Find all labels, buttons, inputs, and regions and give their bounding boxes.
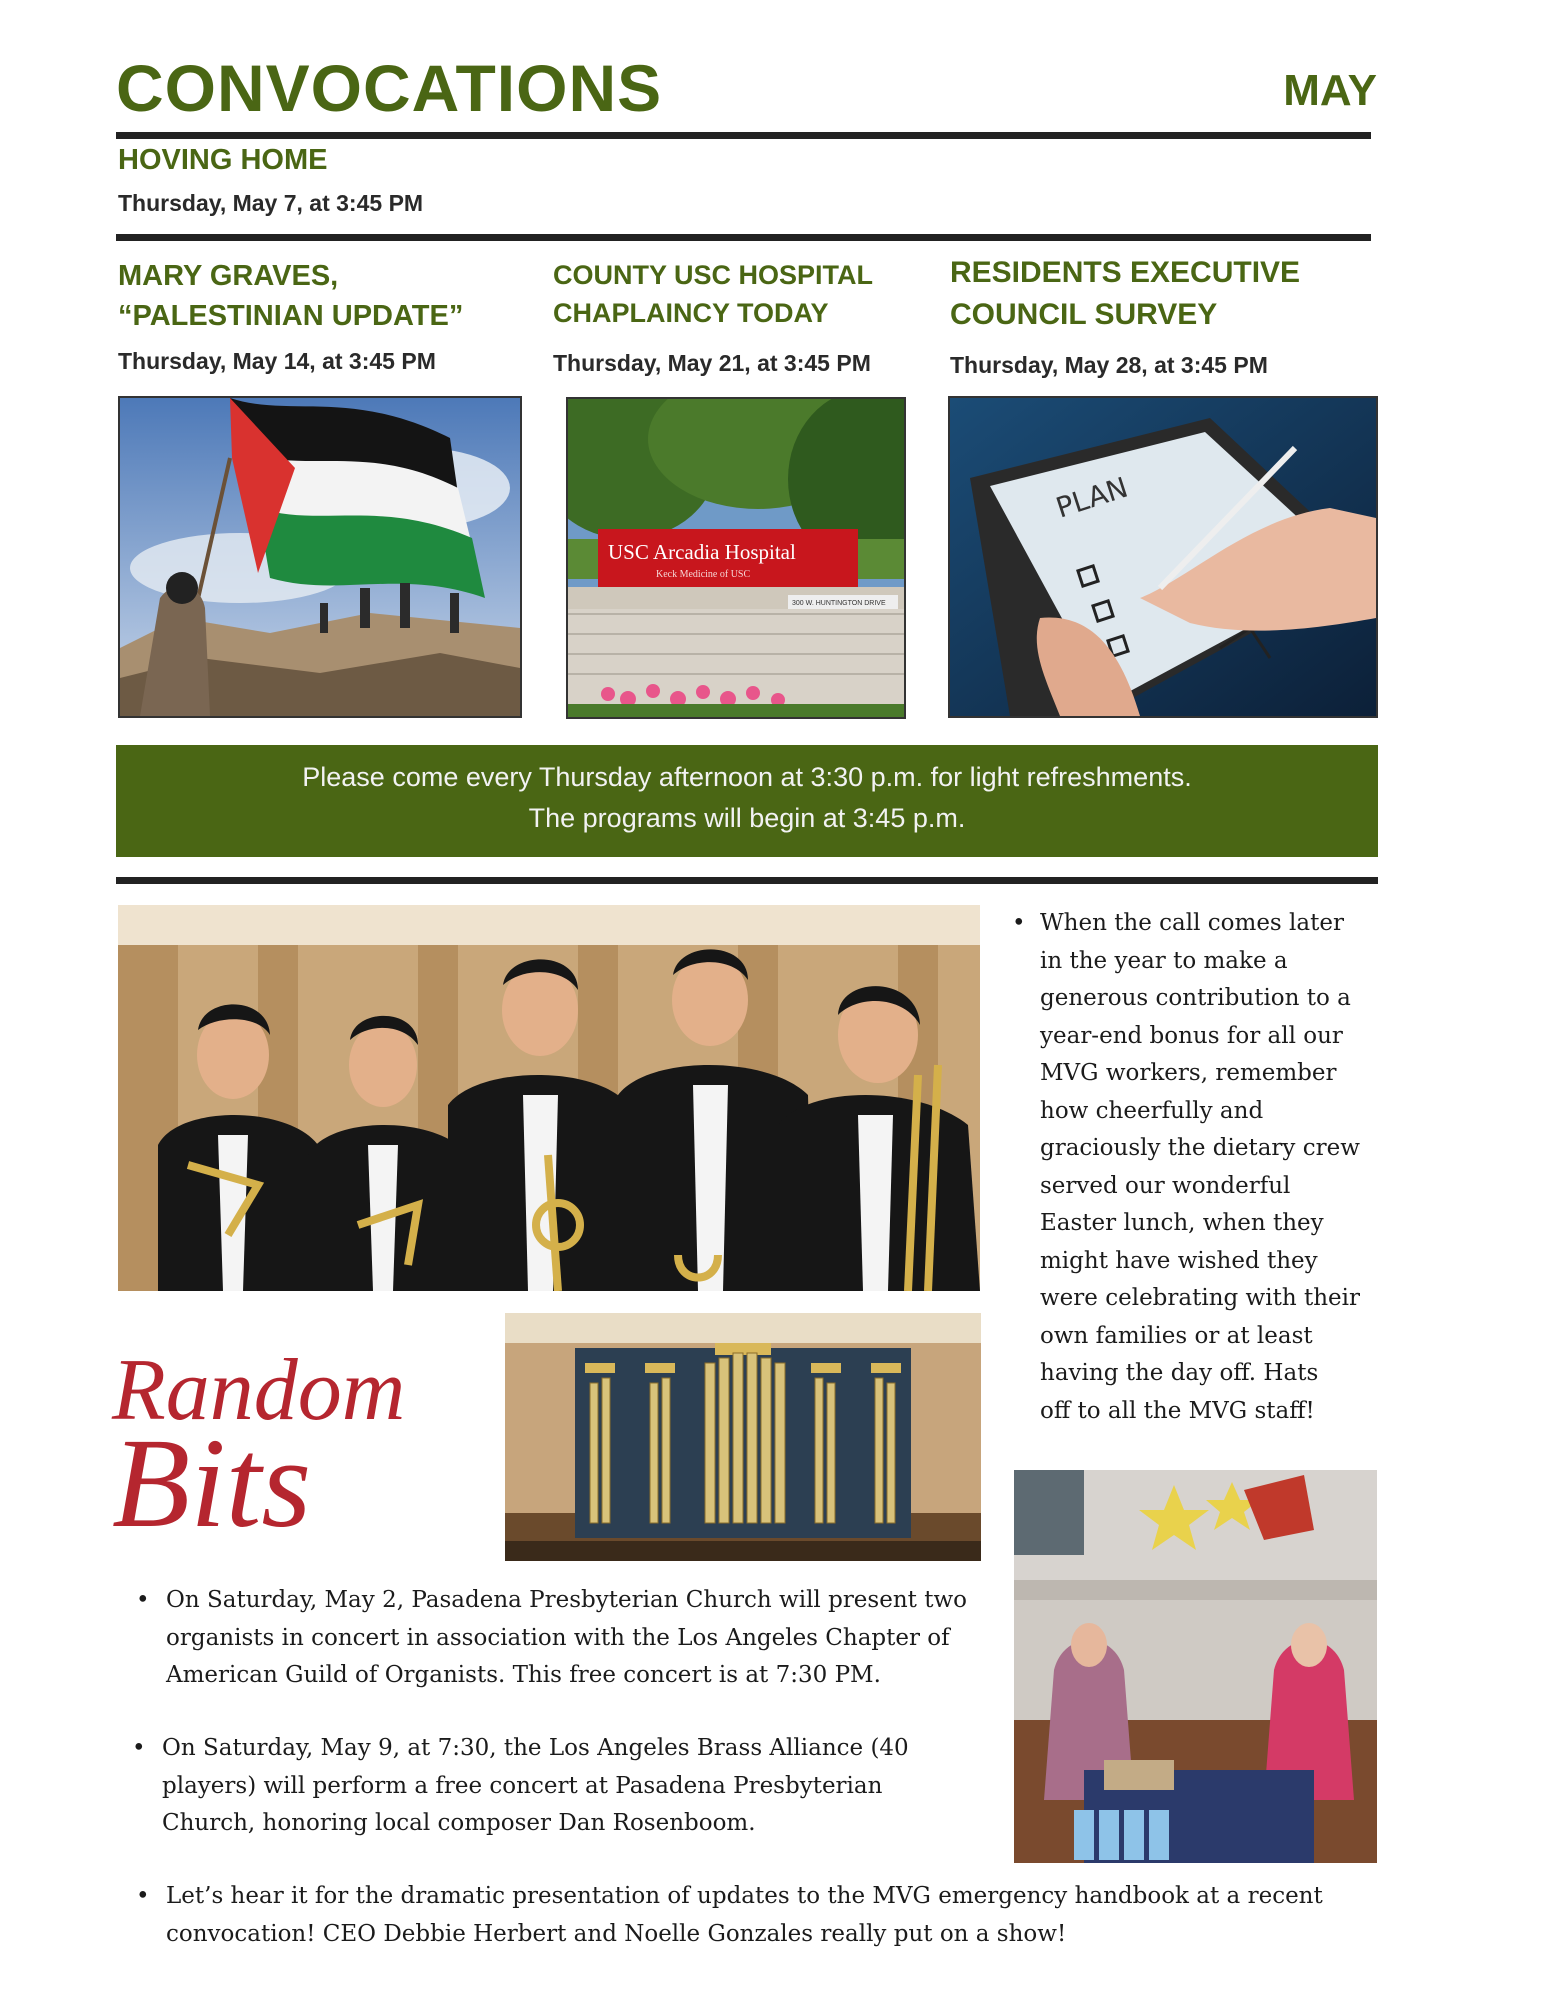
event-title: HOVING HOME <box>118 144 328 176</box>
event-title-line: CHAPLAINCY TODAY <box>553 298 829 328</box>
bullet-dot: • <box>136 1883 150 1909</box>
address-text: 300 W. HUNTINGTON DRIVE <box>792 600 886 607</box>
refreshments-banner <box>116 745 1378 857</box>
bullet-line: American Guild of Organists. This free concert is at 7:30 PM. <box>166 1662 881 1688</box>
bullet-line: own families or at least <box>1040 1322 1313 1349</box>
event-date: Thursday, May 21, at 3:45 PM <box>553 350 871 376</box>
bullet-item <box>136 1878 1396 1953</box>
bullet-line: MVG workers, remember <box>1040 1060 1337 1086</box>
side-bullet <box>1012 905 1382 1430</box>
event-title-line: COUNCIL SURVEY <box>950 298 1218 331</box>
event-title-line: COUNTY USC HOSPITAL <box>553 260 874 290</box>
random-bits-heading: Random <box>112 1342 406 1439</box>
bullet-line: were celebrating with their <box>1040 1285 1360 1311</box>
page-title: CONVOCATIONS <box>116 51 663 125</box>
hospital-sub: Keck Medicine of USC <box>656 569 751 580</box>
month-label: MAY <box>1283 66 1377 115</box>
hospital-name: USC Arcadia Hospital <box>608 540 796 564</box>
organ-photo <box>505 1313 981 1561</box>
bullet-line: players) will perform a free concert at Pasadena Presbyterian <box>162 1772 883 1799</box>
bullet-line: organists in concert in association with the Los Angeles Chapter of <box>166 1624 950 1651</box>
tablet-photo <box>948 396 1378 718</box>
banner-line: Please come every Thursday afternoon at 3:30 p.m. for light refreshments. <box>302 762 1192 792</box>
event-date: Thursday, May 7, at 3:45 PM <box>118 190 424 216</box>
bullet-line: served our wonderful <box>1040 1172 1291 1199</box>
event-date: Thursday, May 14, at 3:45 PM <box>118 348 436 374</box>
bullet-line: year-end bonus for all our <box>1040 1022 1343 1049</box>
hospital-photo <box>566 397 906 719</box>
brass-ensemble-photo <box>118 905 980 1291</box>
bullet-line: off to all the MVG staff! <box>1040 1397 1315 1424</box>
bullet-line: Church, honoring local composer Dan Rosenboom. <box>162 1810 756 1836</box>
event-title-line: RESIDENTS EXECUTIVE <box>950 256 1301 289</box>
bullet-line: On Saturday, May 2, Pasadena Presbyterian Church will present two <box>166 1587 967 1613</box>
bullet-dot: • <box>1012 910 1026 936</box>
divider <box>116 132 1371 139</box>
bullet-line: having the day off. Hats <box>1040 1360 1319 1386</box>
banner-line: The programs will begin at 3:45 p.m. <box>528 803 966 833</box>
bullet-line: generous contribution to a <box>1040 985 1351 1011</box>
event-title-line: “PALESTINIAN UPDATE” <box>118 300 464 332</box>
bullet-dot: • <box>136 1587 150 1613</box>
bullet-item <box>136 1582 1016 1695</box>
event-title-line: MARY GRAVES, <box>118 260 339 292</box>
bullet-line: When the call comes later <box>1040 910 1344 936</box>
tablet-word: PLAN <box>1051 470 1132 525</box>
presentation-photo <box>1014 1470 1377 1863</box>
bullet-line: graciously the dietary crew <box>1040 1135 1360 1161</box>
bullet-line: how cheerfully and <box>1040 1097 1264 1124</box>
bullet-line: Let’s hear it for the dramatic presentation of updates to the MVG emergency handbook at a recent <box>166 1883 1323 1909</box>
event-column <box>553 256 953 377</box>
random-bits-heading-2: Bits <box>112 1412 312 1554</box>
bullet-line: On Saturday, May 9, at 7:30, the Los Angeles Brass Alliance (40 <box>162 1735 909 1761</box>
divider <box>116 877 1378 884</box>
bullet-line: in the year to make a <box>1040 947 1288 974</box>
bullet-line: Easter lunch, when they <box>1040 1210 1324 1236</box>
event-column <box>118 256 558 375</box>
flag-photo <box>118 396 522 718</box>
bullet-line: convocation! CEO Debbie Herbert and Noelle Gonzales really put on a show! <box>166 1920 1067 1947</box>
bullet-line: might have wished they <box>1040 1247 1318 1274</box>
divider <box>116 234 1371 241</box>
event-column <box>950 252 1370 379</box>
bullet-item <box>132 1730 1012 1843</box>
event-date: Thursday, May 28, at 3:45 PM <box>950 352 1268 378</box>
bullet-dot: • <box>132 1735 146 1761</box>
